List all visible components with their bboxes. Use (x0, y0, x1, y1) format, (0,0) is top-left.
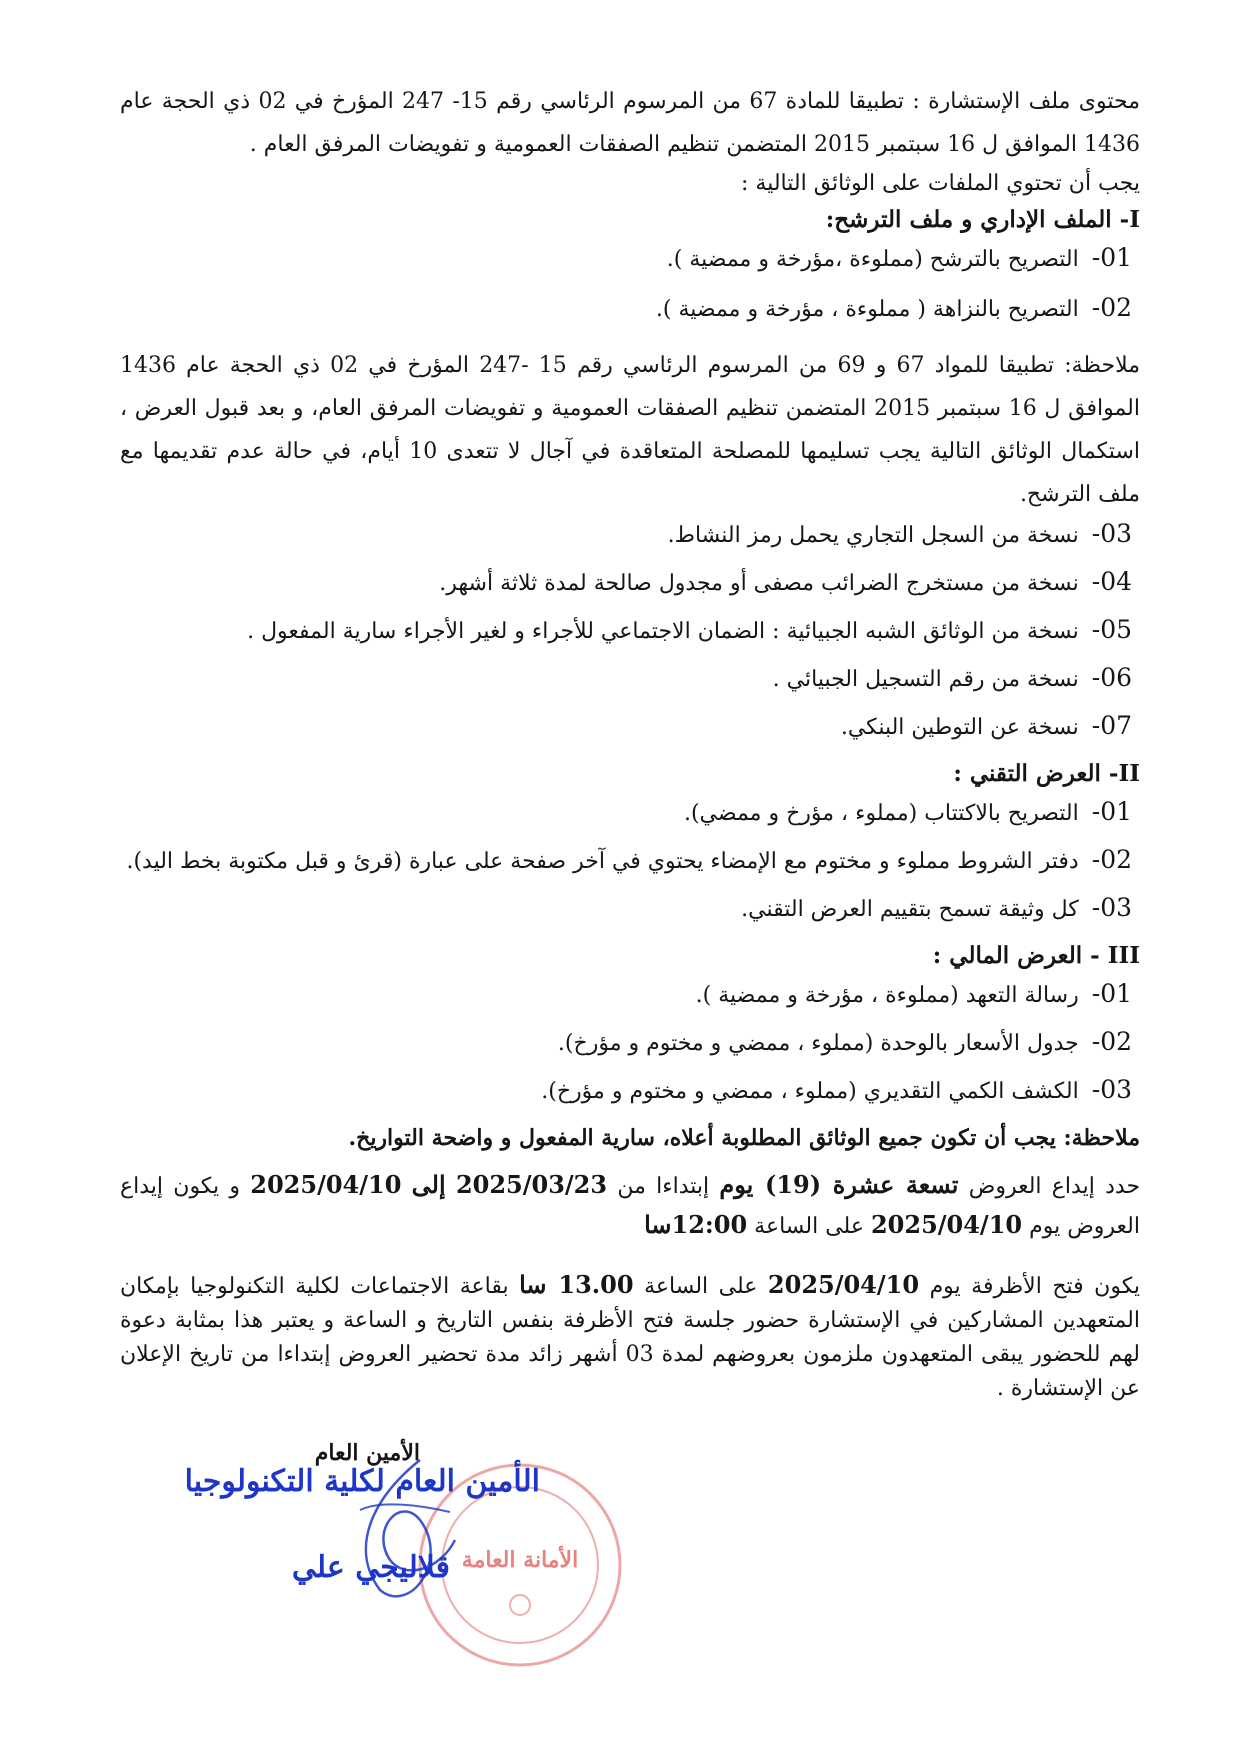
section-financial-title: III - العرض المالي : (932, 942, 1140, 969)
item-text: نسخة من رقم التسجيل الجبيائي . (772, 667, 1079, 692)
section-administrative-title: I- الملف الإداري و ملف الترشح: (825, 206, 1140, 233)
item-number: 03- (1091, 519, 1132, 548)
item-text: الكشف الكمي التقديري (مملوء ، ممضي و مختوم و مؤرخ). (541, 1079, 1079, 1104)
list-item (120, 980, 1132, 1010)
item-number: 04- (1091, 567, 1132, 596)
deadline-end-date: 2025/04/10 (250, 1170, 402, 1199)
signatory-title: الأمين العام (314, 1440, 420, 1466)
opening-text-3: بقاعة الاجتماعات لكلية التكنولوجيا بإمكان المتعهدين المشاركين في الإستشارة حضور جلسة فتح الأظرفة بنفس التاريخ و الساعة و يعتبر هذا بمثابة دعوة لهم للحضور يبقى المتعهدون ملزمون بعروضهم لمدة 03 أشهر زائد مدة تحضير العروض إبتداءا من تاريخ الإعلان عن الإستشارة . (120, 1274, 1140, 1401)
item-number: 01- (1091, 979, 1132, 1008)
seal-text: الأمانة العامة (461, 1547, 579, 1573)
item-number: 02- (1091, 1027, 1132, 1056)
list-item (120, 294, 1132, 324)
item-number: 03- (1091, 1075, 1132, 1104)
list-item (120, 244, 1132, 274)
item-text: دفتر الشروط مملوء و مختوم مع الإمضاء يحتوي في آخر صفحة على عبارة (قرئ و قبل مكتوبة بخط اليد). (126, 849, 1079, 874)
item-text: نسخة عن التوطين البنكي. (840, 715, 1079, 740)
deadline-start-date: 2025/03/23 (455, 1170, 608, 1199)
list-item (120, 616, 1132, 646)
deadline-text-1: حدد إيداع العروض (968, 1174, 1141, 1199)
deadline-text-5: على الساعة (754, 1214, 864, 1239)
document-body (120, 80, 1140, 1410)
deadline-paragraph (120, 1166, 1140, 1246)
final-note: ملاحظة: يجب أن تكون جميع الوثائق المطلوبة أعلاه، سارية المفعول و واضحة التواريخ. (348, 1125, 1140, 1151)
signatory-stamp: الأمين العام لكلية التكنولوجيا (184, 1464, 540, 1499)
list-item (120, 712, 1132, 742)
item-number: 07- (1091, 711, 1132, 740)
list-item (120, 664, 1132, 694)
deposit-time: 12:00سا (644, 1210, 748, 1239)
signatory-name: قلاليجي علي (291, 1550, 450, 1585)
item-number: 06- (1091, 663, 1132, 692)
item-number: 01- (1091, 243, 1132, 272)
opening-text-1: يكون فتح الأظرفة يوم (929, 1274, 1140, 1299)
deadline-text-2: إبتداءا من (617, 1174, 710, 1199)
list-item (120, 568, 1132, 598)
item-text: كل وثيقة تسمح بتقييم العرض التقني. (741, 897, 1079, 922)
deadline-text-4: و يكون إيداع العروض يوم (120, 1174, 1140, 1239)
item-number: 03- (1091, 893, 1132, 922)
list-item (120, 1028, 1132, 1058)
intro-requirement: يجب أن تحتوي الملفات على الوثائق التالية : (741, 171, 1140, 196)
item-text: التصريح بالترشح (مملوءة ،مؤرخة و ممضية ). (666, 247, 1079, 272)
deposit-date: 2025/04/10 (870, 1210, 1023, 1239)
list-item (120, 894, 1132, 924)
item-text: نسخة من السجل التجاري يحمل رمز النشاط. (667, 523, 1079, 548)
item-text: نسخة من مستخرج الضرائب مصفى أو مجدول صالحة لمدة ثلاثة أشهر. (439, 571, 1079, 596)
item-number: 02- (1091, 845, 1132, 874)
item-text: رسالة التعهد (مملوءة ، مؤرخة و ممضية ). (695, 983, 1079, 1008)
opening-text-2: على الساعة (644, 1274, 758, 1299)
item-text: التصريح بالاكتتاب (مملوء ، مؤرخ و ممضي). (683, 801, 1079, 826)
opening-paragraph (120, 1268, 1140, 1406)
item-number: 02- (1091, 293, 1132, 322)
administrative-note: ملاحظة: تطبيقا للمواد 67 و 69 من المرسوم الرئاسي رقم 15 -247 المؤرخ في 02 ذي الحجة عام 1436 الموافق ل 16 سبتمبر 2015 المتضمن تنظيم الصفقات العمومية و تفويضات المرفق العام، و بعد قبول العرض ، استكمال الوثائق التالية يجب تسليمها للمصلحة المتعاقدة في آجال لا تتعدى 10 أيام، في حالة عدم تقديمها مع ملف الترشح. (120, 353, 1140, 507)
list-item (120, 520, 1132, 550)
signature-block (120, 1440, 540, 1620)
list-item (120, 846, 1132, 876)
item-number: 01- (1091, 797, 1132, 826)
item-text: جدول الأسعار بالوحدة (مملوء ، ممضي و مختوم و مؤرخ). (557, 1031, 1079, 1056)
deadline-duration: تسعة عشرة (19) يوم (719, 1170, 959, 1199)
item-text: التصريح بالنزاهة ( مملوءة ، مؤرخة و ممضية ). (655, 297, 1079, 322)
intro-paragraph: محتوى ملف الإستشارة : تطبيقا للمادة 67 من المرسوم الرئاسي رقم 15- 247 المؤرخ في 02 ذي الحجة عام 1436 الموافق ل 16 سبتمبر 2015 المتضمن تنظيم الصفقات العمومية و تفويضات المرفق العام . (120, 89, 1140, 157)
list-item (120, 798, 1132, 828)
list-item (120, 1076, 1132, 1106)
opening-date: 2025/04/10 (767, 1270, 920, 1299)
deadline-text-3: إلى (411, 1170, 446, 1199)
item-text: نسخة من الوثائق الشبه الجبيائية : الضمان الاجتماعي للأجراء و لغير الأجراء سارية المفعول . (247, 619, 1079, 644)
opening-time: 13.00 سا (519, 1270, 634, 1299)
item-number: 05- (1091, 615, 1132, 644)
section-technical-title: II- العرض التقني : (953, 760, 1140, 787)
